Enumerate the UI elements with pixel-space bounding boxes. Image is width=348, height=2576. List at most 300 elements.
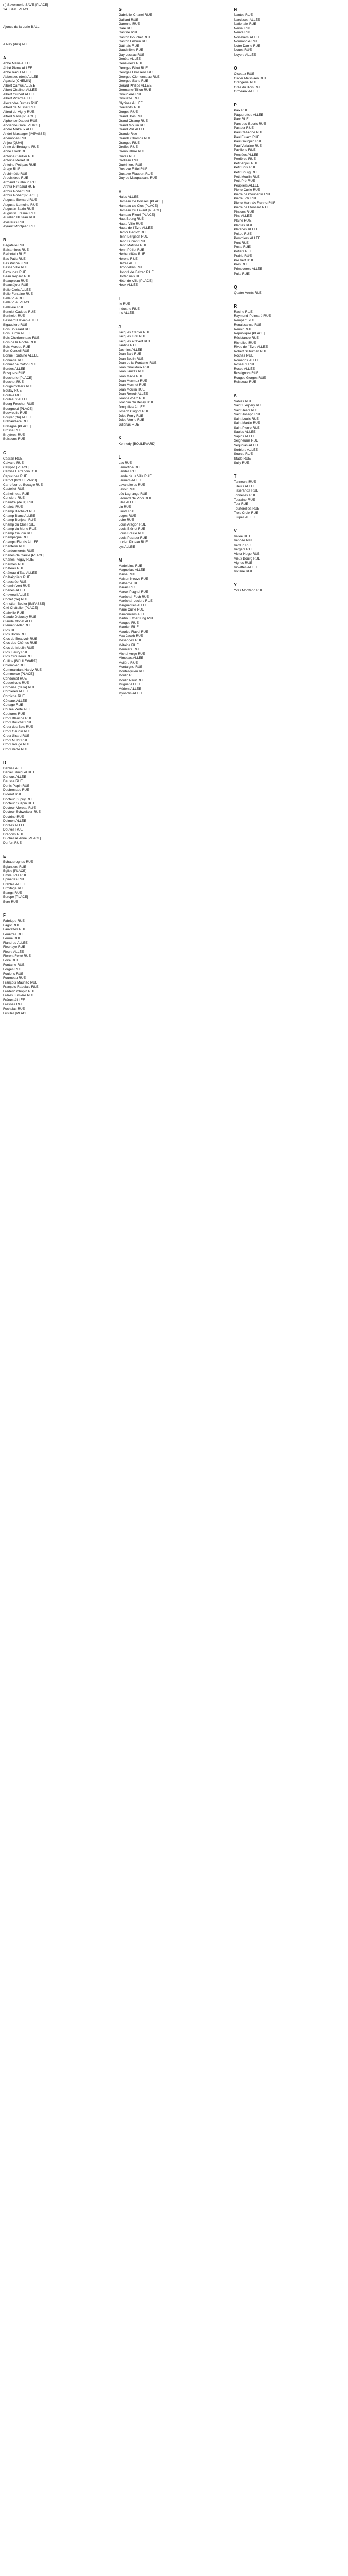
street-entry: Colline [BOULEVARD] bbox=[3, 659, 37, 663]
street-entry: Jean Macé RUE bbox=[118, 375, 143, 379]
street-entry: Sully RUE bbox=[234, 461, 250, 465]
street-entry: Champagne RUE bbox=[3, 536, 30, 540]
street-index-column-3 bbox=[234, 3, 345, 1016]
street-entry: Cadran RUE bbox=[3, 456, 23, 461]
street-entry: Tulipes ALLÉE bbox=[234, 515, 256, 519]
street-entry: Clos Bodin RUE bbox=[3, 633, 28, 637]
street-entry: Bas Puchau RUE bbox=[3, 261, 30, 265]
street-entry: Castellet RUE bbox=[3, 487, 25, 492]
street-entry: Saint Exupéry RUE bbox=[234, 404, 263, 408]
street-entry: Croix Rouge RUE bbox=[3, 743, 30, 747]
street-entry: Florent Ferré RUE bbox=[3, 954, 31, 958]
street-entry: Narcisses ALLÉE bbox=[234, 18, 260, 22]
street-entry: Tilleuls ALLÉE bbox=[234, 484, 256, 488]
blank-line bbox=[3, 442, 114, 447]
street-entry: Eglantiers RUE bbox=[3, 865, 27, 869]
street-entry: Arago RUE bbox=[3, 167, 21, 172]
street-entry: Noues RUE bbox=[234, 48, 252, 53]
street-entry: Renaissance RUE bbox=[234, 323, 262, 327]
section-letter: E bbox=[3, 854, 6, 859]
street-entry: Moulin RUE bbox=[118, 674, 137, 678]
street-entry: Besnard Flavien ALLÉE bbox=[3, 318, 39, 323]
street-entry: Robert Schuman RUE bbox=[234, 349, 268, 353]
street-entry: Racine RUE bbox=[234, 310, 253, 314]
street-entry: Montesquieu RUE bbox=[118, 669, 146, 673]
street-entry: Dorées ALLÉE bbox=[3, 823, 26, 827]
section-letter: O bbox=[234, 66, 237, 71]
street-entry: Henri Matisse RUE bbox=[118, 244, 147, 248]
street-entry: Forges RUE bbox=[3, 968, 22, 972]
street-entry: Cottage RUE bbox=[3, 703, 23, 707]
street-entry: Eglise [PLACE] bbox=[3, 869, 27, 873]
street-entry: Fourneau RUE bbox=[3, 976, 26, 980]
street-entry: Ormeaux ALLÉE bbox=[234, 90, 259, 94]
street-index-column-2 bbox=[119, 3, 230, 1016]
street-entry: Clos RUE bbox=[3, 628, 18, 632]
street-entry: Charles de Gaulle [PLACE] bbox=[3, 553, 44, 557]
street-entry: Platanes ALLÉE bbox=[234, 228, 258, 232]
street-entry: Lavandières RUE bbox=[118, 483, 145, 487]
blank-line bbox=[119, 181, 230, 185]
street-entry: Lys ALLÉE bbox=[118, 545, 135, 549]
street-entry: Berthelot RUE bbox=[3, 314, 25, 318]
street-entry: Pommiers ALLÉE bbox=[234, 236, 261, 241]
street-entry: Chemin Vert RUE bbox=[3, 584, 30, 588]
street-entry: Métairie RUE bbox=[118, 643, 139, 647]
street-entry: Ancienne Gare [PLACE] bbox=[3, 123, 40, 127]
street-entry: Joseph Cugnot RUE bbox=[118, 410, 150, 414]
street-entry: Grands Champs RUE bbox=[118, 137, 152, 141]
street-entry: Joachim du Bellay RUE bbox=[118, 401, 154, 405]
street-entry: Molière RUE bbox=[118, 660, 138, 665]
street-entry: Perrières RUE bbox=[234, 157, 256, 161]
street-entry: Erables ALLÉE bbox=[3, 882, 26, 886]
street-entry: Duchesse Anne [PLACE] bbox=[3, 837, 41, 841]
street-entry: Petit Anjou RUE bbox=[234, 161, 258, 165]
section-letter: D bbox=[3, 760, 6, 765]
street-entry: Bas Patis RUE bbox=[3, 257, 26, 261]
street-entry: Bazouges RUE bbox=[3, 270, 27, 274]
section-letter: K bbox=[118, 436, 122, 441]
street-entry: Jean Bouin RUE bbox=[118, 357, 144, 361]
street-entry: Maine RUE bbox=[118, 572, 136, 577]
street-entry: Dragons RUE bbox=[3, 832, 24, 836]
street-entry: Chardonnerets RUE bbox=[3, 549, 34, 553]
street-entry: Bois Buron ALLÉE bbox=[3, 332, 31, 336]
street-entry: Bretagne [PLACE] bbox=[3, 424, 31, 428]
section-letter: Q bbox=[234, 284, 237, 290]
street-entry: Oiseaux RUE bbox=[234, 72, 255, 76]
street-entry: Château RUE bbox=[3, 567, 24, 571]
section-letter: C bbox=[3, 450, 6, 455]
street-entry: Abbé Pierre ALLÉE bbox=[3, 66, 32, 70]
street-entry: Paix RUE bbox=[234, 109, 248, 113]
street-entry: Grand Bois RUE bbox=[118, 114, 144, 118]
street-entry: Loges RUE bbox=[118, 514, 136, 518]
street-entry: Alfred de Musset RUE bbox=[3, 106, 37, 110]
street-entry: Chalets RUE bbox=[3, 505, 23, 509]
street-entry: Paul Gauguin RUE bbox=[234, 140, 263, 144]
street-entry: Anne de Bretagne RUE bbox=[3, 145, 39, 149]
street-entry: Pavillons RUE bbox=[234, 148, 256, 152]
street-entry: Coulée Verte ALLÉE bbox=[3, 707, 35, 711]
blank-line bbox=[119, 288, 230, 293]
street-entry: Bruyères RUE bbox=[3, 433, 25, 437]
street-entry: Martin Luther King RUE bbox=[118, 617, 155, 621]
street-entry: François Mauriac RUE bbox=[3, 980, 38, 985]
street-entry: Gastine RUE bbox=[118, 31, 139, 35]
street-entry: Vieux Bourg RUE bbox=[234, 556, 260, 561]
street-entry: Normandie RUE bbox=[234, 40, 259, 44]
street-entry: Roses ALLÉE bbox=[234, 367, 255, 371]
street-entry: Pierre Curie RUE bbox=[234, 188, 260, 192]
street-entry: Jonquilles ALLÉE bbox=[118, 405, 145, 409]
street-entry: Pâquerettes ALLÉE bbox=[234, 113, 263, 117]
street-entry: 14 Juillet [PLACE] bbox=[3, 7, 31, 11]
street-entry: Albert Guibert ALLÉE bbox=[3, 92, 36, 96]
street-entry: Fresnes RUE bbox=[3, 1003, 24, 1007]
street-entry: Commandant Hardy RUE bbox=[3, 668, 42, 672]
street-entry: Lin RUE bbox=[118, 505, 131, 509]
street-entry: Hameau du Levant [PLACE] bbox=[118, 208, 161, 212]
street-entry: Renoir RUE bbox=[234, 327, 252, 331]
street-entry: Charmes RUE bbox=[3, 562, 25, 566]
section-letter: B bbox=[3, 238, 6, 243]
street-entry: Louis Braille RUE bbox=[118, 531, 145, 535]
street-entry: Granges RUE bbox=[118, 141, 140, 145]
blank-line bbox=[3, 846, 114, 851]
street-entry: Pré Vert RUE bbox=[234, 258, 254, 262]
street-entry: Hirondelles RUE bbox=[118, 266, 144, 270]
street-entry: Greffes RUE bbox=[118, 145, 138, 149]
street-entry: Maison Neuve RUE bbox=[118, 577, 148, 581]
street-entry: Ile RUE bbox=[118, 302, 130, 307]
street-entry: Fleuriaye RUE bbox=[3, 945, 25, 950]
street-entry: Paul Eluard RUE bbox=[234, 135, 260, 139]
street-entry: Albert Chalinot ALLÉE bbox=[3, 88, 37, 92]
street-entry: Augustin Fresnel RUE bbox=[3, 211, 37, 215]
street-entry: Juliénas RUE bbox=[118, 423, 139, 427]
street-entry: Frênes ALLÉE bbox=[3, 998, 25, 1002]
street-entry: Brosse RUE bbox=[3, 429, 22, 433]
street-entry: Mauges RUE bbox=[118, 621, 139, 625]
street-entry: Bon Conseil RUE bbox=[3, 349, 30, 353]
street-entry: Champs Fleuris ALLÉE bbox=[3, 540, 39, 544]
street-entry: Louis Blériot RUE bbox=[118, 527, 145, 531]
street-entry: Georges Brassens RUE bbox=[118, 71, 155, 75]
street-entry: Genévriers RUE bbox=[118, 62, 143, 66]
street-entry: Prés RUE bbox=[234, 263, 249, 267]
street-entry: Antoine Petitpas RUE bbox=[3, 163, 36, 167]
street-entry: Kennedy [BOULEVARD] bbox=[118, 442, 156, 446]
street-entry: Agassiz [CHEMIN] bbox=[3, 79, 31, 83]
street-entry: Croix Verte RUE bbox=[3, 747, 28, 751]
street-entry: Cité Châtelier [PLACE] bbox=[3, 606, 38, 611]
street-entry: Pierre Loti RUE bbox=[234, 197, 258, 201]
street-entry: Claude Debussy RUE bbox=[3, 615, 37, 619]
section-letter: Y bbox=[234, 583, 237, 588]
street-entry: Champ Blanc ALLÉE bbox=[3, 514, 35, 518]
section-letter: P bbox=[234, 103, 237, 108]
street-entry: Louis Pasteur RUE bbox=[118, 536, 147, 540]
street-entry: Ajoncs de la Lorie BALL bbox=[3, 25, 40, 29]
street-entry: Nantes RUE bbox=[234, 13, 253, 17]
street-entry: Lande de la Ville RUE bbox=[118, 474, 152, 478]
street-entry: Anne Frank RUE bbox=[3, 149, 29, 154]
street-entry: Bougainvilliers RUE bbox=[3, 384, 34, 388]
blank-line bbox=[119, 316, 230, 320]
street-entry: Orangerie RUE bbox=[234, 81, 257, 85]
street-entry: Georges Clemenceau RUE bbox=[118, 75, 160, 79]
street-entry: Benoist Cadeau RUE bbox=[3, 310, 36, 314]
street-entry: Rossignols RUE bbox=[234, 371, 259, 376]
street-entry: Calvaire RUE bbox=[3, 461, 24, 465]
street-entry: Grives RUE bbox=[118, 154, 137, 158]
section-letter: L bbox=[118, 455, 121, 460]
street-entry: Foire RUE bbox=[3, 959, 19, 963]
street-entry: Beaupréau RUE bbox=[3, 279, 28, 283]
street-entry: Violettes ALLÉE bbox=[234, 565, 258, 569]
street-entry: Landes RUE bbox=[118, 470, 138, 474]
street-entry: Echaubrognes RUE bbox=[3, 860, 34, 865]
street-entry: Hameau du Clos [PLACE] bbox=[118, 204, 158, 208]
blank-line bbox=[119, 549, 230, 554]
blank-line bbox=[234, 520, 345, 524]
street-entry: Bonnet de Coton RUE bbox=[3, 363, 37, 367]
street-entry: Nerval RUE bbox=[234, 26, 252, 30]
street-entry: Hameau Fleuri [PLACE] bbox=[118, 213, 155, 217]
street-entry: Industrie RUE bbox=[118, 307, 140, 311]
street-entry: Jean Monnet RUE bbox=[118, 383, 146, 387]
street-entry: Jacques Cartier RUE bbox=[118, 330, 151, 334]
street-entry: Boucherie [PLACE] bbox=[3, 376, 32, 380]
street-entry: Pierre de Ronsard RUE bbox=[234, 206, 270, 210]
blank-line bbox=[234, 295, 345, 300]
street-entry: Daniel Béniguel RUE bbox=[3, 771, 35, 775]
street-entry: Touraine RUE bbox=[234, 498, 255, 502]
street-entry: Chênes ALLÉE bbox=[3, 588, 26, 592]
street-entry: Belle Vue RUE bbox=[3, 296, 26, 300]
street-entry: Romarins ALLÉE bbox=[234, 358, 260, 362]
street-entry: Stade RUE bbox=[234, 456, 251, 461]
section-letter: G bbox=[118, 7, 122, 12]
street-entry: Tourterelles RUE bbox=[234, 506, 260, 511]
street-entry: Gorges RUE bbox=[118, 110, 138, 114]
street-entry: Maurice Ravel RUE bbox=[118, 630, 148, 634]
street-entry: Epinettes RUE bbox=[3, 878, 26, 882]
street-entry: Tonnelles RUE bbox=[234, 493, 256, 497]
street-entry: Champ Bachelot RUE bbox=[3, 510, 37, 514]
street-entry: Dolmen ALLÉE bbox=[3, 819, 26, 823]
street-entry: Hérons RUE bbox=[118, 257, 138, 261]
street-entry: Puits RUE bbox=[234, 272, 250, 276]
street-entry: Abbesses (des) ALLÉE bbox=[3, 75, 38, 79]
street-entry: Dahlias ALLÉE bbox=[3, 766, 26, 770]
section-letter: V bbox=[234, 528, 237, 533]
section-letter: A bbox=[3, 56, 6, 61]
street-entry: Raymond Poincaré RUE bbox=[234, 314, 271, 318]
street-entry: Petit Pré RUE bbox=[234, 179, 255, 183]
street-entry: Léo Lagrange RUE bbox=[118, 492, 148, 496]
street-entry: Château d'Eau ALLÉE bbox=[3, 571, 37, 575]
street-entry: Grand Champ RUE bbox=[118, 119, 148, 123]
street-entry: Pinsons RUE bbox=[234, 210, 254, 214]
street-entry: Hameau de Boissec [PLACE] bbox=[118, 199, 163, 204]
blank-line bbox=[234, 276, 345, 281]
blank-line bbox=[234, 385, 345, 389]
street-entry: Gaston Bouchet RUE bbox=[118, 35, 151, 39]
street-entry: Jean Giraudoux RUE bbox=[118, 365, 151, 369]
street-entry: Emile Zola RUE bbox=[3, 873, 27, 877]
section-letter: N bbox=[234, 7, 237, 12]
street-entry: Etangs RUE bbox=[3, 891, 22, 895]
street-entry: Bourg Foucher RUE bbox=[3, 402, 34, 406]
street-entry: Grande Rue bbox=[118, 132, 137, 136]
street-entry: Vendée RUE bbox=[234, 539, 254, 543]
street-entry: Europe [PLACE] bbox=[3, 895, 28, 900]
street-entry: Jasmins ALLÉE bbox=[118, 348, 142, 352]
street-entry: Doctrine RUE bbox=[3, 815, 24, 819]
street-entry: Madeleine RUE bbox=[118, 564, 142, 568]
street-entry: Paul Verlaine RUE bbox=[234, 144, 262, 148]
street-entry: Moulin Neuf RUE bbox=[118, 678, 145, 682]
street-entry: Jacques Prévert RUE bbox=[118, 339, 152, 343]
street-entry: Verdun RUE bbox=[234, 543, 253, 547]
street-entry: Ermitage RUE bbox=[3, 887, 25, 891]
section-letter: R bbox=[234, 303, 237, 309]
street-entry: Primevères ALLÉE bbox=[234, 267, 262, 271]
street-entry: François Rabelais RUE bbox=[3, 985, 39, 989]
street-entry: Saint Jean RUE bbox=[234, 408, 258, 412]
street-entry: Mimosas ALLÉE bbox=[118, 656, 144, 660]
street-entry: Montaigne RUE bbox=[118, 665, 143, 669]
street-entry: Henri Pétiet RUE bbox=[118, 248, 144, 252]
street-entry: Jules Ferry RUE bbox=[118, 414, 144, 418]
section-letter: F bbox=[3, 913, 6, 918]
street-entry: Saint Martin RUE bbox=[234, 421, 260, 426]
street-entry: Lamartine RUE bbox=[118, 465, 142, 469]
street-entry: Herbaudière RUE bbox=[118, 252, 145, 257]
street-entry: Giraudière RUE bbox=[118, 92, 143, 96]
street-entry: Houx ALLÉE bbox=[118, 283, 138, 287]
street-entry: Muguet ALLÉE bbox=[118, 683, 141, 687]
street-entry: Pierre Mendès France RUE bbox=[234, 201, 276, 205]
street-entry: Sapins ALLÉE bbox=[234, 434, 256, 438]
street-entry: Arthur Rimbaud RUE bbox=[3, 185, 35, 189]
street-entry: Lac RUE bbox=[118, 461, 132, 465]
street-entry: Cathelineau RUE bbox=[3, 492, 29, 496]
blank-line bbox=[3, 47, 114, 52]
street-entry: Calypso [PLACE] bbox=[3, 465, 29, 469]
street-entry: Plantes RUE bbox=[234, 223, 254, 227]
street-entry: Grand Moulin RUE bbox=[118, 123, 147, 127]
street-entry: Chaintre (de la) RUE bbox=[3, 500, 35, 504]
street-entry: Darioux ALLÉE bbox=[3, 775, 26, 779]
blank-line bbox=[3, 21, 114, 25]
street-entry: Gérard Philipe ALLÉE bbox=[118, 83, 152, 88]
section-letter: S bbox=[234, 393, 237, 398]
street-entry: Résistance RUE bbox=[234, 336, 259, 340]
street-entry: A Ney (des) ALLE bbox=[3, 42, 30, 46]
street-entry: Marguerites ALLÉE bbox=[118, 603, 148, 607]
street-entry: Armand Guilbaud RUE bbox=[3, 180, 38, 184]
street-entry: Louis Aragon RUE bbox=[118, 522, 146, 527]
street-entry: Aviateurs RUE bbox=[3, 220, 26, 224]
street-entry: Henri Dunant RUE bbox=[118, 239, 147, 243]
street-entry: République [PLACE] bbox=[234, 332, 265, 336]
street-entry: Commerce [PLACE] bbox=[3, 672, 34, 676]
street-entry: Bois Moreau RUE bbox=[3, 345, 30, 349]
street-entry: Croix Mulot RUE bbox=[3, 738, 29, 742]
street-entry: Haute Ville RUE bbox=[118, 222, 143, 226]
street-entry: Roches RUE bbox=[234, 354, 254, 358]
street-entry: Tanneurs RUE bbox=[234, 480, 256, 484]
street-entry: Grand Pré ALLÉE bbox=[118, 128, 146, 132]
street-entry: Bouleaux ALLÉE bbox=[3, 398, 29, 402]
street-entry: Beau Regard RUE bbox=[3, 275, 31, 279]
street-entry: Bréhaudière RUE bbox=[3, 420, 30, 424]
street-entry: Docteur Schweitzer RUE bbox=[3, 810, 41, 815]
street-entry: Alexandre Dumas RUE bbox=[3, 101, 39, 105]
street-entry: Christian Bédier [IMPASSE] bbox=[3, 602, 45, 606]
blank-line bbox=[3, 12, 114, 16]
street-entry: Garenne RUE bbox=[118, 22, 140, 26]
street-entry: Germaine Tillion RUE bbox=[118, 88, 152, 92]
street-entry: Croix Gaudin RUE bbox=[3, 730, 31, 734]
street-entry: Myosotis ALLÉE bbox=[118, 691, 143, 696]
street-entry: Bonnerie RUE bbox=[3, 358, 25, 362]
street-entry: Arthur Robert RUE bbox=[3, 189, 32, 193]
street-entry: Olivier Messiaen RUE bbox=[234, 76, 267, 80]
street-entry: Fabrique RUE bbox=[3, 919, 25, 923]
street-entry: Gare RUE bbox=[118, 26, 135, 30]
street-entry: Anjou [QUAI] bbox=[3, 141, 23, 145]
blank-line bbox=[234, 466, 345, 470]
street-entry: Tisserands RUE bbox=[234, 489, 259, 493]
street-entry: Peupliers ALLÉE bbox=[234, 183, 259, 188]
street-entry: Paul Cézanne RUE bbox=[234, 131, 263, 135]
street-entry: Genêts ALLÉE bbox=[118, 57, 141, 61]
street-entry: Frères Lumière RUE bbox=[3, 994, 35, 998]
street-entry: Barbotain RUE bbox=[3, 252, 26, 257]
street-entry: Saint Louis RUE bbox=[234, 417, 259, 421]
street-entry: Coutures RUE bbox=[3, 712, 25, 716]
street-entry: Fuchsias RUE bbox=[3, 1007, 25, 1011]
street-entry: Docteur Dupuy RUE bbox=[3, 797, 34, 801]
street-entry: Gaudinière RUE bbox=[118, 48, 143, 53]
street-entry: Petit Bois RUE bbox=[234, 166, 256, 170]
street-entry: Bosquets RUE bbox=[3, 371, 26, 376]
street-entry: Poitou RUE bbox=[234, 232, 252, 236]
street-entry: Poste RUE bbox=[234, 245, 251, 249]
street-entry: Magnolias ALLÉE bbox=[118, 568, 145, 572]
street-entry: Clos Fleury RUE bbox=[3, 650, 29, 654]
street-entry: Richelieu RUE bbox=[234, 341, 256, 345]
blank-line bbox=[3, 29, 114, 34]
street-entry: Michel Ange RUE bbox=[118, 652, 145, 656]
street-entry: Fusillés [PLACE] bbox=[3, 1011, 29, 1015]
street-entry: Foulons RUE bbox=[3, 972, 24, 976]
street-entry: Ferme RUE bbox=[3, 937, 21, 941]
street-entry: Desbrosses RUE bbox=[3, 788, 29, 792]
street-entry: Archimède RUE bbox=[3, 172, 28, 176]
street-entry: Jean de la Fontaine RUE bbox=[118, 361, 157, 365]
street-entry: Gustave Eiffel RUE bbox=[118, 167, 148, 172]
street-entry: Charles Péguy RUE bbox=[3, 558, 34, 562]
street-entry: Dausse RUE bbox=[3, 779, 23, 784]
street-entry: Grolleau RUE bbox=[118, 159, 140, 163]
street-entry: Flandres ALLÉE bbox=[3, 941, 28, 945]
